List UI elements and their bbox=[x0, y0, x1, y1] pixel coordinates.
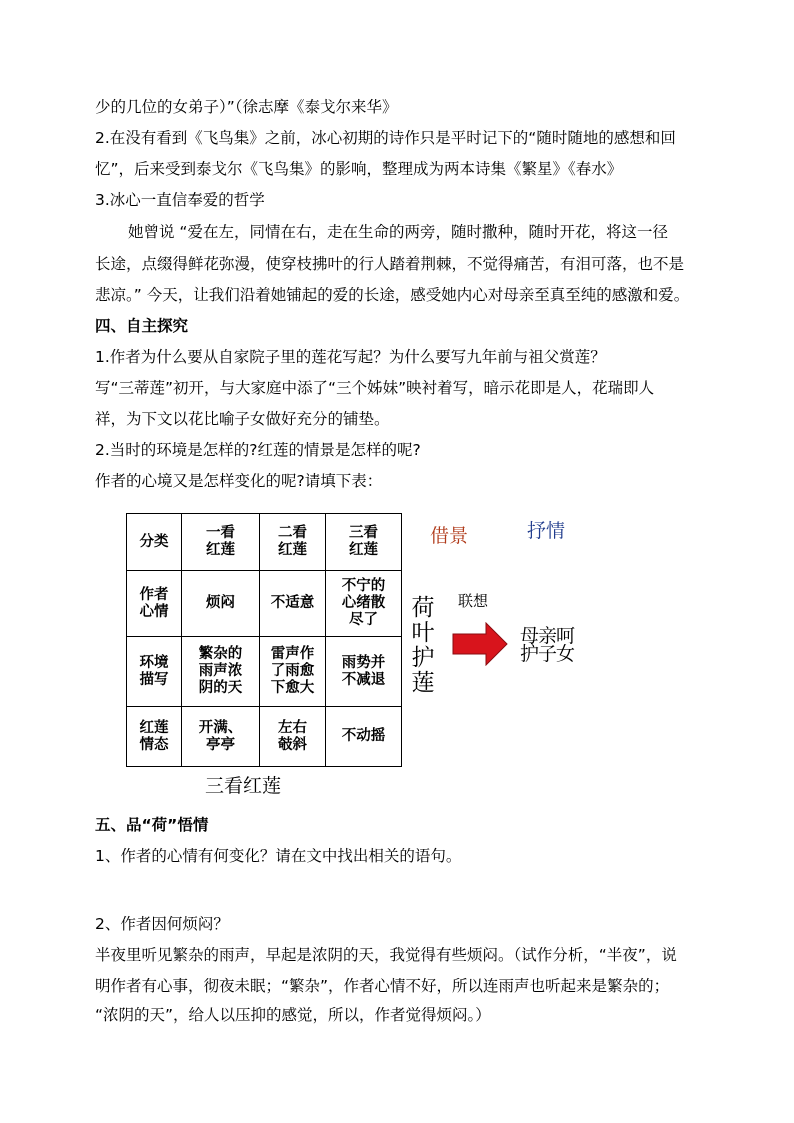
section-heading: 五、品“荷”悟情 bbox=[95, 816, 209, 834]
text-line: 1.作者为什么要从自家院子里的莲花写起？为什么要写九年前与祖父赏莲？ bbox=[95, 348, 606, 366]
table-header-cell: 二看 红莲 bbox=[260, 514, 326, 571]
text-line: 忆”，后来受到泰戈尔《飞鸟集》的影响，整理成为两本诗集《繁星》《春水》 bbox=[95, 160, 623, 178]
table-header-row bbox=[127, 514, 402, 571]
shuqing-label: 抒情 bbox=[527, 520, 566, 542]
jiejing-label: 借景 bbox=[430, 525, 469, 547]
table-cell: 繁杂的 雨声浓 阴的天 bbox=[182, 637, 260, 707]
text-line: 少的几位的女弟子）”（徐志摩《泰戈尔来华》 bbox=[95, 98, 398, 116]
table-cell: 不宁的 心绪散 尽了 bbox=[326, 571, 402, 637]
heye-hulian-text: 荷叶护莲 bbox=[411, 595, 435, 696]
text-line: 明作者有心事，彻夜未眠；“繁杂”，作者心情不好，所以连雨声也听起来是繁杂的； bbox=[95, 977, 670, 995]
table-cell: 开满、 亭亭 bbox=[182, 707, 260, 767]
muqin-hu-zinv-text: 母亲呵 护子女 bbox=[520, 625, 575, 665]
table-header-cell: 分类 bbox=[127, 514, 182, 571]
table-row bbox=[127, 571, 402, 637]
table-cell: 不动摇 bbox=[326, 707, 402, 767]
table-cell: 环境 描写 bbox=[127, 637, 182, 707]
text-line: 写“三蒂莲”初开，与大家庭中添了“三个姊妹”映衬着写，暗示花即是人，花瑞即人 bbox=[95, 379, 655, 397]
section-heading: 四、自主探究 bbox=[95, 317, 189, 335]
text-line: 2、作者因何烦闷？ bbox=[95, 915, 229, 933]
table-cell: 雷声作 了雨愈 下愈大 bbox=[260, 637, 326, 707]
text-line: 祥，为下文以花比喻子女做好充分的铺垫。 bbox=[95, 410, 390, 428]
text-line: 作者的心境又是怎样变化的呢?请填下表： bbox=[95, 472, 383, 490]
table-cell: 不适意 bbox=[260, 571, 326, 637]
text-line: 2.在没有看到《飞鸟集》之前，冰心初期的诗作只是平时记下的“随时随地的感想和回 bbox=[95, 129, 676, 147]
table-row bbox=[127, 707, 402, 767]
table-header-cell: 三看 红莲 bbox=[326, 514, 402, 571]
text-line: 2.当时的环境是怎样的?红莲的情景是怎样的呢? bbox=[95, 441, 421, 459]
text-line: 1、作者的心情有何变化？请在文中找出相关的语句。 bbox=[95, 847, 462, 865]
table-header-cell: 一看 红莲 bbox=[182, 514, 260, 571]
right-arrow-icon bbox=[452, 622, 508, 666]
table-cell: 雨势并 不减退 bbox=[326, 637, 402, 707]
text-line: 悲凉。” 今天，让我们沿着她铺起的爱的长途，感受她内心对母亲至真至纯的感激和爱。 bbox=[95, 286, 690, 304]
lotus-table bbox=[126, 513, 402, 767]
text-line: “浓阴的天”，给人以压抑的感觉，所以，作者觉得烦闷。） bbox=[95, 1006, 491, 1024]
table-cell: 烦闷 bbox=[182, 571, 260, 637]
text-line: 她曾说 “爱在左，同情在右，走在生命的两旁，随时撒种，随时开花，将这一径 bbox=[128, 223, 668, 241]
table-cell: 作者 心情 bbox=[127, 571, 182, 637]
lianxiang-label: 联想 bbox=[458, 592, 489, 610]
table-row bbox=[127, 637, 402, 707]
table-cell: 左右 攲斜 bbox=[260, 707, 326, 767]
table-cell: 红莲 情态 bbox=[127, 707, 182, 767]
table-caption: 三看红莲 bbox=[205, 775, 282, 797]
text-line: 3.冰心一直信奉爱的哲学 bbox=[95, 191, 265, 209]
text-line: 长途，点缀得鲜花弥漫，使穿枝拂叶的行人踏着荆棘，不觉得痛苦，有泪可落，也不是 bbox=[95, 255, 685, 273]
text-line: 半夜里听见繁杂的雨声，早起是浓阴的天，我觉得有些烦闷。（试作分析，“半夜”，说 bbox=[95, 946, 677, 964]
